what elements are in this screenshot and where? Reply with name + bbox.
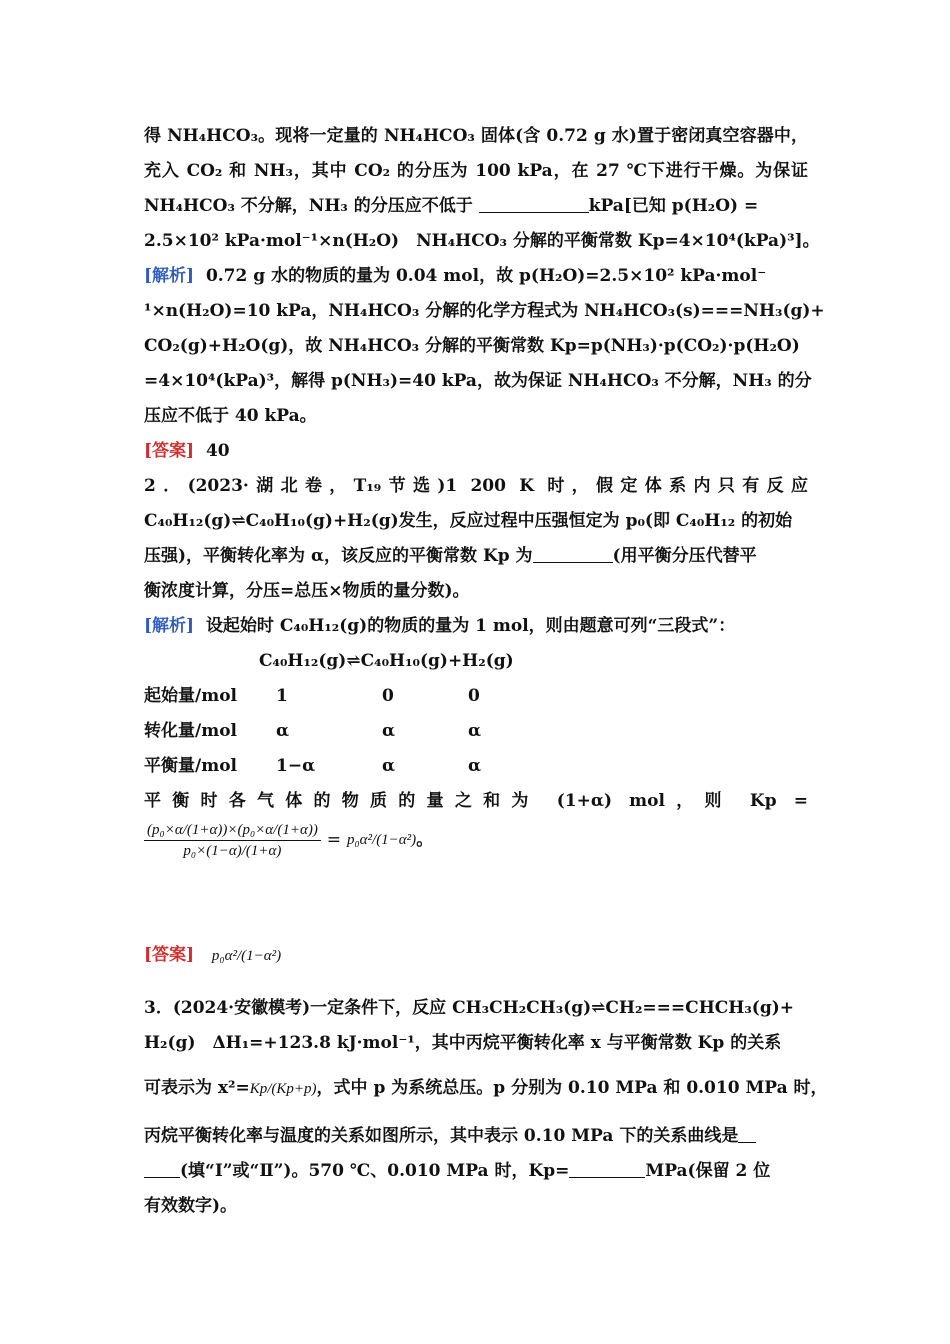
q2-line-2: C₄₀H₁₂(g)⇌C₄₀H₁₀(g)+H₂(g)发生，反应过程中压强恒定为 p₀(即 C₄₀H₁₂ 的初始 [144, 511, 793, 531]
analysis-1-line-1: [解析] 0.72 g 水的物质的量为 0.04 mol，故 p(H₂O)=2.5×10² kPa·mol⁻ [144, 266, 767, 286]
q2-line-1: 2．(2023·湖北卷，T₁₉节选)1 200 K 时，假定体系内只有反应 [144, 476, 808, 496]
kp-expression: $\frac{\text{(p₀×α/(1+α))×(p₀×α/(1+α))}}{\text{p₀×(1−α)/(1+α)}}$ = p₀α²/(1−α²) 。 [144, 820, 433, 916]
q1-line-3: NH₄HCO₃ 不分解，NH₃ 的分压应不低于 kPa[已知 p(H₂O) = [144, 196, 759, 216]
analysis-1-line-5: 压应不低于 40 kPa。 [144, 406, 317, 426]
analysis-1-line-4: =4×10⁴(kPa)³，解得 p(NH₃)=40 kPa，故为保证 NH₄HCO₃ 不分解，NH₃ 的分 [144, 371, 812, 391]
q3-line-4: 丙烷平衡转化率与温度的关系如图所示，其中表示 0.10 MPa 下的关系曲线是 [144, 1122, 756, 1150]
three-stage-equation: C₄₀H₁₂(g)⇌C₄₀H₁₀(g)+H₂(g) [259, 651, 514, 671]
q1-line-1: 得 NH₄HCO₃。现将一定量的 NH₄HCO₃ 固体(含 0.72 g 水)置于密闭真空容器中， [144, 126, 808, 146]
q3-line-2: H₂(g) ΔH₁=+123.8 kJ·mol⁻¹，其中丙烷平衡转化率 x 与平衡常数 Kp 的关系 [144, 1033, 782, 1053]
analysis-1-line-3: CO₂(g)+H₂O(g)，故 NH₄HCO₃ 分解的平衡常数 Kp=p(NH₃)·p(CO₂)·p(H₂O) [144, 336, 800, 356]
analysis-1-line-2: ¹×n(H₂O)=10 kPa，NH₄HCO₃ 分解的化学方程式为 NH₄HCO₃(s)===NH₃(g)+ [144, 301, 825, 321]
q3-line-5: (填“Ⅰ”或“Ⅱ”)。570 ℃、0.010 MPa 时，Kp= MPa(保留 2 位 [144, 1157, 770, 1185]
answer-blank[interactable] [738, 1125, 756, 1143]
sum-statement: 平衡时各气体的物质的量之和为 (1+α) mol，则 Kp = [144, 791, 808, 811]
analysis-2-intro: [解析] 设起始时 C₄₀H₁₂(g)的物质的量为 1 mol，则由题意可列“三段式”： [144, 616, 736, 636]
q2-line-3: 压强)，平衡转化率为 α，该反应的平衡常数 Kp 为 (用平衡分压代替平 [144, 546, 757, 566]
answer-blank[interactable] [144, 1160, 180, 1178]
answer-blank[interactable] [479, 195, 589, 213]
q3-line-3: 可表示为 x²= Kp/(Kp+p) ，式中 p 为系统总压。p 分别为 0.10 MPa 和 0.010 MPa 时， [144, 1078, 828, 1098]
q1-line-2: 充入 CO₂ 和 NH₃，其中 CO₂ 的分压为 100 kPa，在 27 ℃下进行干燥。为保证 [144, 161, 808, 181]
answer-blank[interactable] [533, 545, 613, 563]
kp-numerator: (p₀×α/(1+α))×(p₀×α/(1+α)) [144, 820, 321, 841]
analysis-tag: [解析] [144, 616, 195, 636]
answer-1: [答案] 40 [144, 441, 230, 461]
q2-line-4: 衡浓度计算，分压=总压×物质的量分数)。 [144, 581, 470, 601]
q3-line-1: 3．(2024·安徽模考)一定条件下，反应 CH₃CH₂CH₃(g)⇌CH₂===CHCH₃(g)+ [144, 998, 795, 1018]
kp-denominator: p₀×(1−α)/(1+α) [183, 843, 282, 859]
q3-line-6: 有效数字)。 [144, 1196, 238, 1216]
kp-result: p₀α²/(1−α²) [346, 832, 417, 848]
answer-2: [答案] p₀α²/(1−α²) [144, 945, 282, 965]
q1-line-4: 2.5×10² kPa·mol⁻¹×n(H₂O) NH₄HCO₃ 分解的平衡常数 Kp=4×10⁴(kPa)³]。 [144, 231, 820, 251]
analysis-tag: [解析] [144, 266, 195, 286]
answer-blank[interactable] [569, 1160, 645, 1178]
answer-tag: [答案] [144, 945, 195, 965]
answer-tag: [答案] [144, 441, 195, 461]
